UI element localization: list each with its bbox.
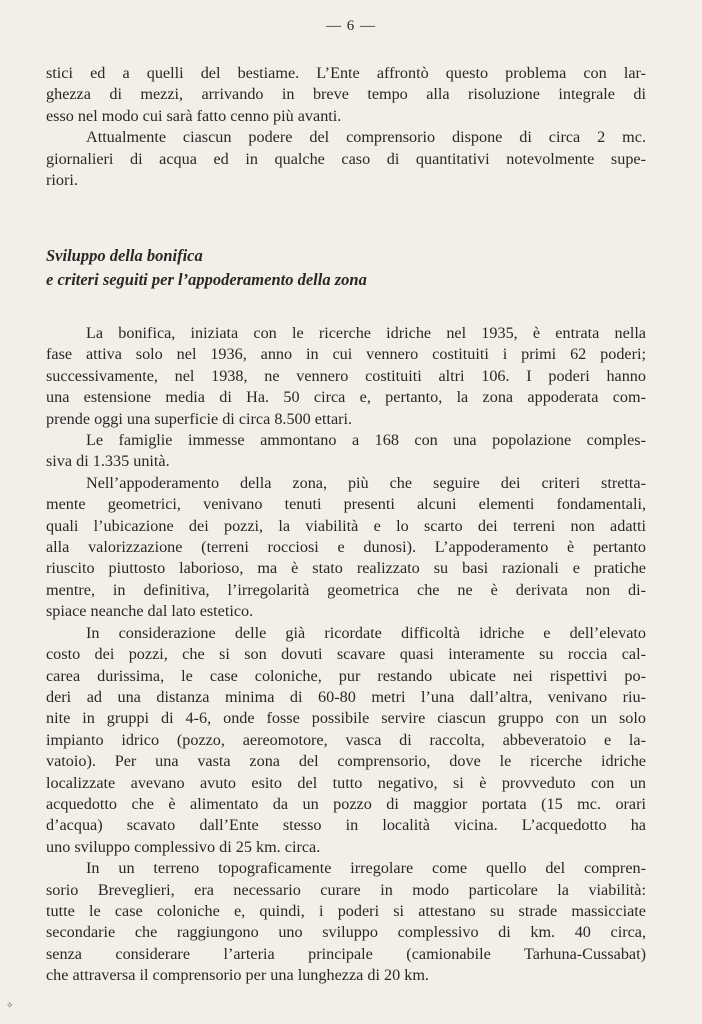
text-line: stici ed a quelli del bestiame. L’Ente affrontò questo problema con lar- <box>46 64 646 82</box>
text-line: In un terreno topograficamente irregolare come quello del compren- <box>86 859 646 878</box>
text-line: riuscito piuttosto laborioso, ma è stato realizzato su basi razionali e pratiche <box>46 559 646 578</box>
heading-line: Sviluppo della bonifica <box>46 246 203 265</box>
paragraph <box>46 473 646 623</box>
paragraph <box>46 430 646 473</box>
text-line: mentre, in definitiva, l’irregolarità geometrica che ne è derivata non di- <box>46 580 646 599</box>
text-line: Attualmente ciascun podere del comprensorio dispone di circa 2 mc. <box>86 128 646 147</box>
text-line: Nell’appoderamento della zona, più che seguire dei criteri stretta- <box>86 473 646 492</box>
text-line: costo dei pozzi, che si son dovuti scavare quasi interamente su roccia cal- <box>46 645 646 664</box>
text-line: impianto idrico (pozzo, aereomotore, vasca di raccolta, abbeveratoio e la- <box>46 730 646 749</box>
body-text <box>46 323 646 987</box>
paragraph <box>46 623 646 858</box>
paragraph <box>46 63 646 127</box>
text-line: che attraversa il comprensorio per una lunghezza di 20 km. <box>46 966 429 985</box>
text-line: una estensione media di Ha. 50 circa e, pertanto, la zona appoderata com- <box>46 388 646 407</box>
text-line: uno sviluppo complessivo di 25 km. circa. <box>46 837 321 856</box>
text-line: In considerazione delle già ricordate difficoltà idriche e dell’elevato <box>86 623 646 642</box>
text-line: Le famiglie immesse ammontano a 168 con una popolazione comples- <box>86 431 646 450</box>
text-line: quali l’ubicazione dei pozzi, la viabilità e lo scarto dei terreni non adatti <box>46 516 646 535</box>
paragraph <box>46 127 646 191</box>
text-line: deri ad una distanza minima di 60-80 metri l’una dall’altra, venivano riu- <box>46 687 646 706</box>
text-line: mente geometrici, venivano tenuti presenti alcuni elementi fondamentali, <box>46 495 646 514</box>
text-line: carea durissima, le case coloniche, pur restando ubicate nei rispettivi po- <box>46 666 646 685</box>
section-heading <box>46 244 646 292</box>
text-line: acquedotto che è alimentato da un pozzo di maggior portata (15 mc. orari <box>46 794 646 813</box>
page-number: — 6 — <box>326 18 376 34</box>
text-line: nite in gruppi di 4-6, onde fosse possibile servire ciascun gruppo con un solo <box>46 709 646 728</box>
paragraph <box>46 858 646 986</box>
text-line: tutte le case coloniche e, quindi, i poderi si attestano su strade massicciate <box>46 901 646 920</box>
text-line: siva di 1.335 unità. <box>46 452 170 471</box>
text-line: prende oggi una superficie di circa 8.500 ettari. <box>46 409 353 428</box>
text-line: secondarie che raggiungono uno sviluppo complessivo di km. 40 circa, <box>46 923 646 942</box>
text-line: giornalieri di acqua ed in qualche caso di quantitativi notevolmente supe- <box>46 149 646 168</box>
intro-text <box>46 63 646 191</box>
heading-line: e criteri seguiti per l’appoderamento della zona <box>46 270 367 289</box>
margin-mark: ✧ <box>6 1000 14 1010</box>
text-line: ghezza di mezzi, arrivando in breve tempo alla risoluzione integrale di <box>46 85 646 104</box>
text-line: d’acqua) scavato dall’Ente stesso in località vicina. L’acquedotto ha <box>46 816 646 835</box>
text-line: spiace neanche dal lato estetico. <box>46 602 254 621</box>
text-line: sorio Breveglieri, era necessario curare in modo particolare la viabilità: <box>46 880 646 899</box>
text-line: La bonifica, iniziata con le ricerche idriche nel 1935, è entrata nella <box>86 324 646 342</box>
text-line: successivamente, nel 1938, ne vennero costituiti altri 106. I poderi hanno <box>46 366 646 385</box>
text-line: fase attiva solo nel 1936, anno in cui vennero costituiti i primi 62 poderi; <box>46 345 646 364</box>
text-line: vatoio). Per una vasta zona del comprensorio, dove le ricerche idriche <box>46 752 646 771</box>
text-line: esso nel modo cui sarà fatto cenno più avanti. <box>46 106 342 125</box>
text-line: localizzate avevano avuto esito del tutto negativo, si è provveduto con un <box>46 773 646 792</box>
paragraph <box>46 323 646 430</box>
text-line: senza considerare l’arteria principale (camionabile Tarhuna-Cussabat) <box>46 944 646 963</box>
text-line: alla valorizzazione (terreni rocciosi e dunosi). L’appoderamento è pertanto <box>46 538 646 557</box>
text-line: riori. <box>46 171 78 190</box>
